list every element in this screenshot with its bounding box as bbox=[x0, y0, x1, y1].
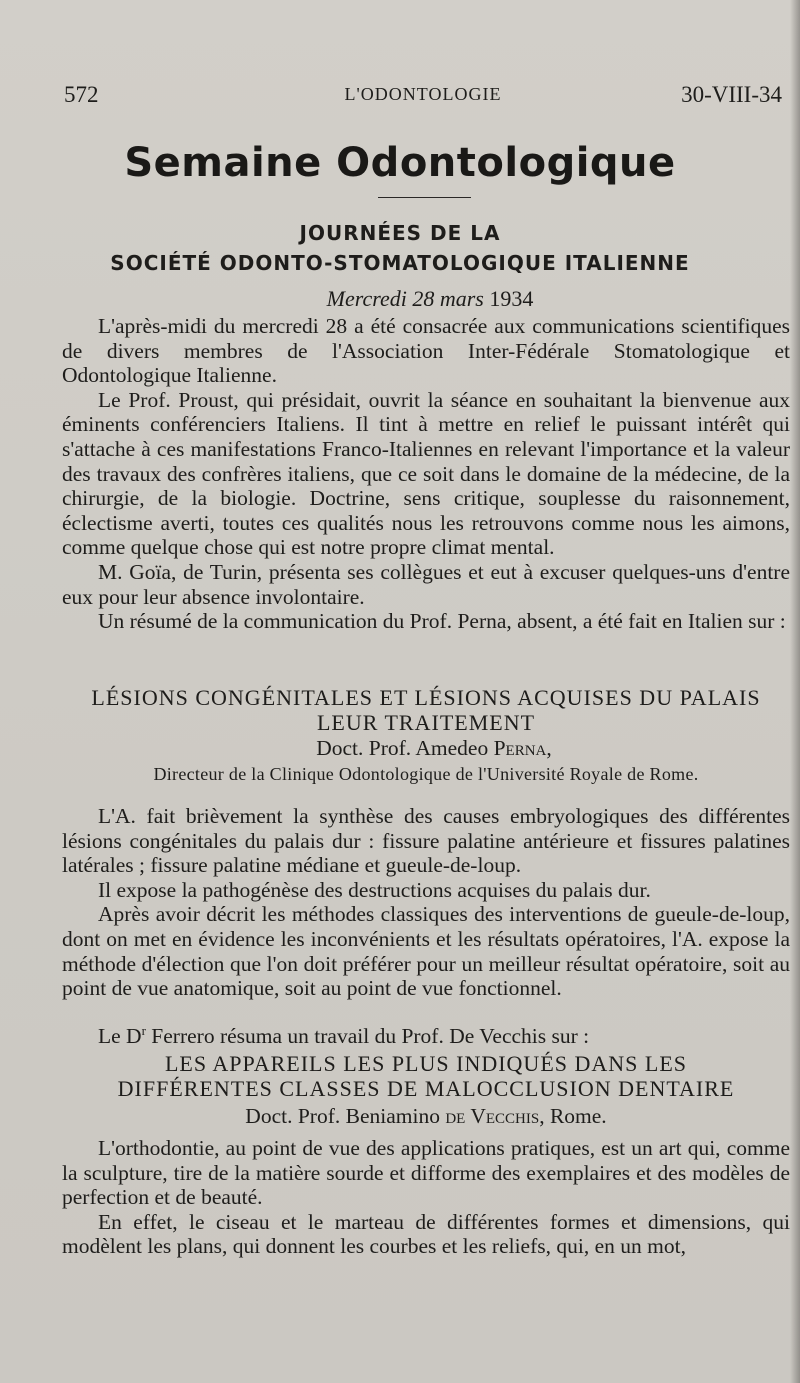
author-affiliation: Directeur de la Clinique Odontologique de l'Université Royale de Rome. bbox=[153, 764, 699, 784]
communication-title-line1: LÉSIONS CONGÉNITALES ET LÉSIONS ACQUISES DU PALAIS bbox=[91, 685, 761, 710]
transition-before: Le D bbox=[98, 1024, 142, 1049]
author-prefix: Doct. Prof. Amedeo bbox=[316, 736, 489, 760]
transition-after: Ferrero résuma un travail du Prof. De Vecchis sur : bbox=[145, 1024, 590, 1049]
session-date bbox=[0, 286, 800, 312]
transition-sup: r bbox=[141, 1023, 146, 1038]
paragraph: Il expose la pathogénèse des destructions acquises du palais dur. bbox=[98, 877, 651, 902]
intro-text bbox=[62, 314, 790, 634]
communication-summary bbox=[62, 1136, 790, 1259]
event-title-line1: JOURNÉES DE LA bbox=[299, 221, 501, 245]
paragraph: L'orthodontie, au point de vue des applications pratiques, est un art qui, comme la sculpture, tire de la matière sourde et difforme des exemplaires et des modèles de perfection et de beauté. bbox=[62, 1136, 790, 1210]
paragraph: Après avoir décrit les méthodes classiques des interventions de gueule-de-loup, dont on met en évidence les inconvénients et les résultats opératoires, l'A. expose la méthode d'élection que l'on doit préférer pour un meilleur résultat opératoire, soit au point de vue anatomique, soit au point de vue fonctionnel. bbox=[62, 902, 790, 1001]
author-line bbox=[62, 1104, 790, 1129]
author-name: Perna bbox=[493, 736, 547, 760]
issue-date: 30-VIII-34 bbox=[681, 82, 782, 107]
communication-title-line1: LES APPAREILS LES PLUS INDIQUÉS DANS LES bbox=[164, 1051, 688, 1076]
page-edge-shadow bbox=[790, 0, 800, 1383]
communication-title-line2: DIFFÉRENTES CLASSES DE MALOCCLUSION DENTAIRE bbox=[117, 1076, 735, 1101]
author-suffix: , Rome. bbox=[539, 1104, 607, 1128]
title-rule bbox=[378, 197, 471, 198]
communication-summary bbox=[62, 804, 790, 1001]
author-line bbox=[70, 736, 798, 761]
author-name: de Vecchis bbox=[445, 1104, 540, 1128]
author-prefix: Doct. Prof. Beniamino bbox=[245, 1104, 440, 1128]
page-number: 572 bbox=[64, 82, 99, 107]
communication-title-line2: LEUR TRAITEMENT bbox=[316, 710, 536, 735]
section-title: Semaine Odontologique bbox=[124, 140, 676, 186]
paragraph: En effet, le ciseau et le marteau de différentes formes et dimensions, qui modèlent les plans, qui donnent les courbes et les reliefs, qui, en un mot, bbox=[62, 1209, 790, 1259]
paragraph: M. Goïa, de Turin, présenta ses collègues et eut à excuser quelques-uns d'entre eux pour leur absence involontaire. bbox=[62, 559, 790, 609]
paragraph: Un résumé de la communication du Prof. Perna, absent, a été fait en Italien sur : bbox=[98, 609, 786, 634]
paragraph: L'après-midi du mercredi 28 a été consacrée aux communications scientifiques de divers membres de l'Association Inter-Fédérale Stomatologique et Odontologique Italienne. bbox=[62, 314, 790, 388]
session-year: 1934 bbox=[489, 286, 534, 311]
event-title-line2: SOCIÉTÉ ODONTO-STOMATOLOGIQUE ITALIENNE bbox=[110, 251, 690, 275]
paragraph: L'A. fait brièvement la synthèse des causes embryologiques des différentes lésions congénitales du palais dur : fissure palatine antérieure et fissures palatines latérales ; fissure palatine médiane et gueule-de-loup. bbox=[62, 804, 790, 878]
transition-line bbox=[98, 1023, 589, 1049]
session-day: Mercredi 28 mars bbox=[326, 286, 484, 311]
paragraph: Le Prof. Proust, qui présidait, ouvrit la séance en souhaitant la bienvenue aux éminents conférenciers Italiens. Il tint à mettre en relief le puissant intérêt qui s'attache à ces manifestations Franco-Italiennes en relevant l'importance et la valeur des travaux des confrères italiens, que ce soit dans le domaine de la médecine, de la chirurgie, de la biologie. Doctrine, sens critique, souplesse du raisonnement, éclectisme averti, toutes ces qualités nous les retrouvons comme nous les aimons, comme quelque chose qui est notre propre climat mental. bbox=[62, 387, 790, 560]
running-head bbox=[64, 82, 782, 112]
author-suffix: , bbox=[546, 736, 552, 760]
journal-name: L'ODONTOLOGIE bbox=[344, 84, 502, 104]
